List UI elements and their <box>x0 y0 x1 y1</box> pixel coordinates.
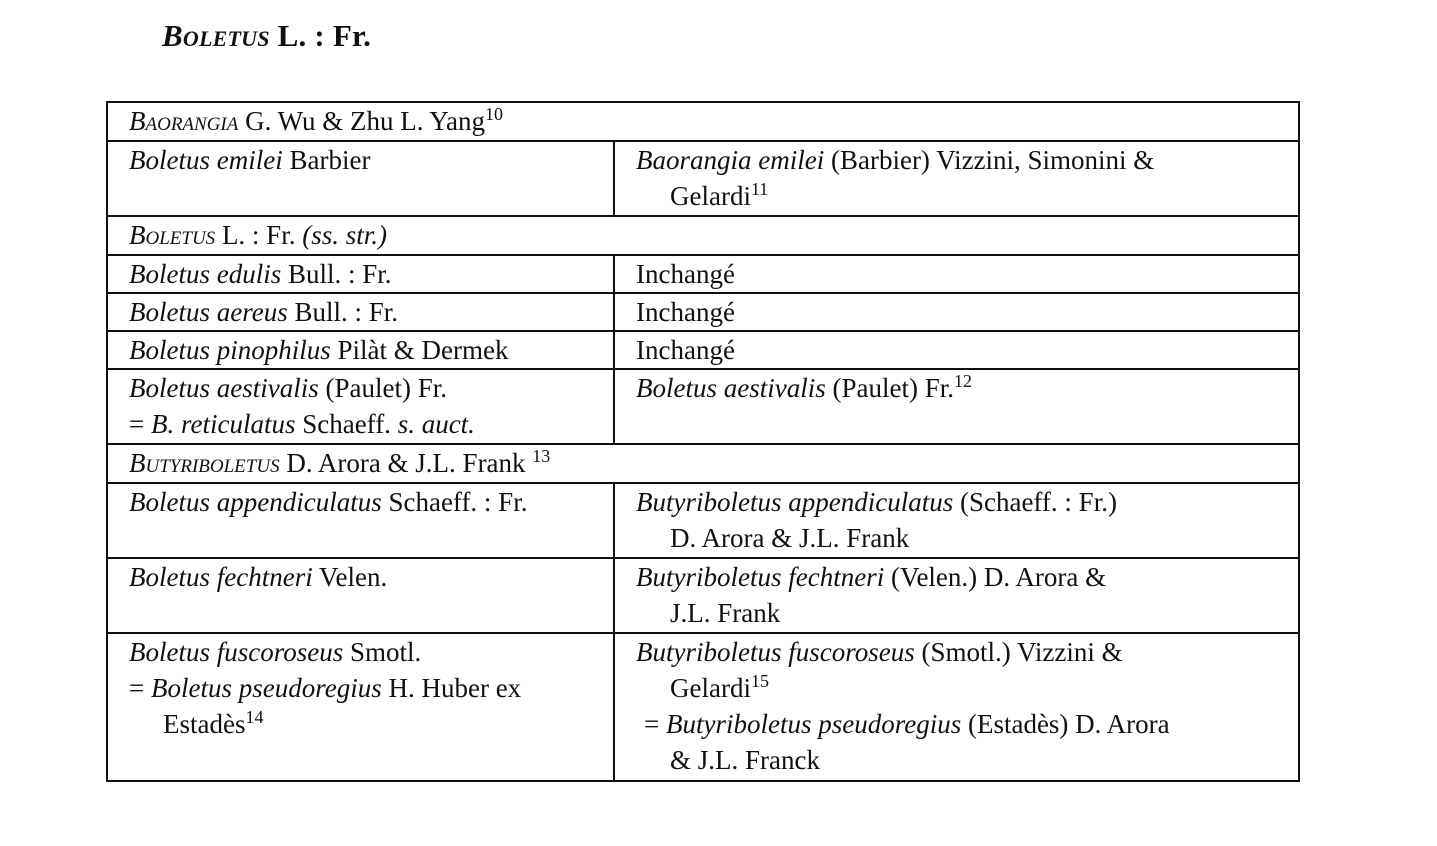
group-row-baorangia <box>107 102 1299 141</box>
group-row-boletus <box>107 216 1299 255</box>
new-epithet: Butyriboletus fechtneri <box>636 562 885 592</box>
old-epithet: Boletus edulis <box>129 259 282 289</box>
footnote-ref: 13 <box>532 446 551 466</box>
group-cell <box>107 444 1299 483</box>
old-name-cell <box>107 293 614 331</box>
old-name-cell <box>107 141 614 216</box>
new-epithet: Baorangia emilei <box>636 145 825 175</box>
group-cell <box>107 216 1299 255</box>
synonym-epithet: Boletus pseudoregius <box>150 673 382 703</box>
table-row <box>107 255 1299 293</box>
synonym-epithet: Butyriboletus pseudoregius <box>665 709 962 739</box>
footnote-ref: 10 <box>485 104 504 124</box>
new-epithet: Boletus aestivalis <box>636 373 826 403</box>
group-cell <box>107 102 1299 141</box>
footnote-ref: 12 <box>953 371 972 391</box>
synonym-prefix: = <box>129 409 151 439</box>
group-row-butyriboletus <box>107 444 1299 483</box>
old-epithet: Boletus fechtneri <box>129 562 313 592</box>
old-author: Barbier <box>282 145 371 175</box>
table-row <box>107 293 1299 331</box>
synonym-qualifier: s. auct. <box>397 409 475 439</box>
old-epithet: Boletus aestivalis <box>129 373 319 403</box>
new-author-cont: Gelardi <box>670 181 751 211</box>
group-author: G. Wu & Zhu L. Yang <box>238 106 486 136</box>
group-author: D. Arora & J.L. Frank <box>279 448 533 478</box>
new-author: (Barbier) Vizzini, Simonini & <box>824 145 1155 175</box>
new-author-cont: Gelardi <box>670 673 751 703</box>
new-author: (Schaeff. : Fr.) <box>953 487 1117 517</box>
unchanged-text: Inchangé <box>636 259 735 289</box>
old-author: (Paulet) Fr. <box>318 373 447 403</box>
synonym-prefix: = <box>644 709 666 739</box>
old-name-cell <box>107 558 614 633</box>
table-row <box>107 633 1299 781</box>
old-name-cell <box>107 633 614 781</box>
new-name-cell <box>614 255 1299 293</box>
taxonomy-table <box>106 101 1300 782</box>
new-author: (Paulet) Fr. <box>825 373 954 403</box>
new-author: (Velen.) D. Arora & <box>884 562 1107 592</box>
new-name-cell <box>614 558 1299 633</box>
new-epithet: Butyriboletus fuscoroseus <box>636 637 915 667</box>
title-genus: Boletus <box>162 18 270 53</box>
page-title <box>162 18 371 54</box>
group-genus: Baorangia <box>129 106 239 136</box>
new-name-cell <box>614 293 1299 331</box>
new-name-cell <box>614 483 1299 558</box>
old-author: Velen. <box>312 562 388 592</box>
group-qualifier: (ss. str.) <box>302 220 387 250</box>
synonym-epithet: B. reticulatus <box>150 409 296 439</box>
old-author: Pilàt & Dermek <box>330 335 509 365</box>
old-name-cell <box>107 369 614 444</box>
table-row <box>107 331 1299 369</box>
group-genus: Butyriboletus <box>129 448 280 478</box>
new-name-cell <box>614 331 1299 369</box>
table-row <box>107 483 1299 558</box>
synonym-author: H. Huber ex <box>381 673 522 703</box>
old-name-cell <box>107 483 614 558</box>
unchanged-text: Inchangé <box>636 297 735 327</box>
new-epithet: Butyriboletus appendiculatus <box>636 487 954 517</box>
synonym-author-cont: Estadès <box>163 709 246 739</box>
synonym-author: Schaeff. <box>295 409 398 439</box>
synonym-author: (Estadès) D. Arora <box>961 709 1170 739</box>
unchanged-text: Inchangé <box>636 335 735 365</box>
old-name-cell <box>107 255 614 293</box>
footnote-ref: 15 <box>750 671 769 691</box>
table-row <box>107 141 1299 216</box>
old-author: Smotl. <box>343 637 422 667</box>
old-epithet: Boletus appendiculatus <box>129 487 382 517</box>
title-author: L. : Fr. <box>269 18 372 53</box>
old-author: Bull. : Fr. <box>287 297 398 327</box>
old-epithet: Boletus aereus <box>129 297 288 327</box>
new-author-cont: J.L. Frank <box>670 598 781 628</box>
old-author: Bull. : Fr. <box>281 259 392 289</box>
new-name-cell <box>614 369 1299 444</box>
synonym-author-cont: & J.L. Franck <box>670 745 820 775</box>
new-name-cell <box>614 141 1299 216</box>
synonym-prefix: = <box>129 673 151 703</box>
old-name-cell <box>107 331 614 369</box>
new-author: (Smotl.) Vizzini & <box>914 637 1123 667</box>
old-author: Schaeff. : Fr. <box>381 487 528 517</box>
new-author-cont: D. Arora & J.L. Frank <box>670 523 910 553</box>
group-author: L. : Fr. <box>215 220 303 250</box>
group-genus: Boletus <box>129 220 216 250</box>
footnote-ref: 14 <box>245 707 264 727</box>
footnote-ref: 11 <box>750 179 769 199</box>
old-epithet: Boletus pinophilus <box>129 335 331 365</box>
old-epithet: Boletus emilei <box>129 145 283 175</box>
table-row <box>107 369 1299 444</box>
table-row <box>107 558 1299 633</box>
new-name-cell <box>614 633 1299 781</box>
old-epithet: Boletus fuscoroseus <box>129 637 344 667</box>
